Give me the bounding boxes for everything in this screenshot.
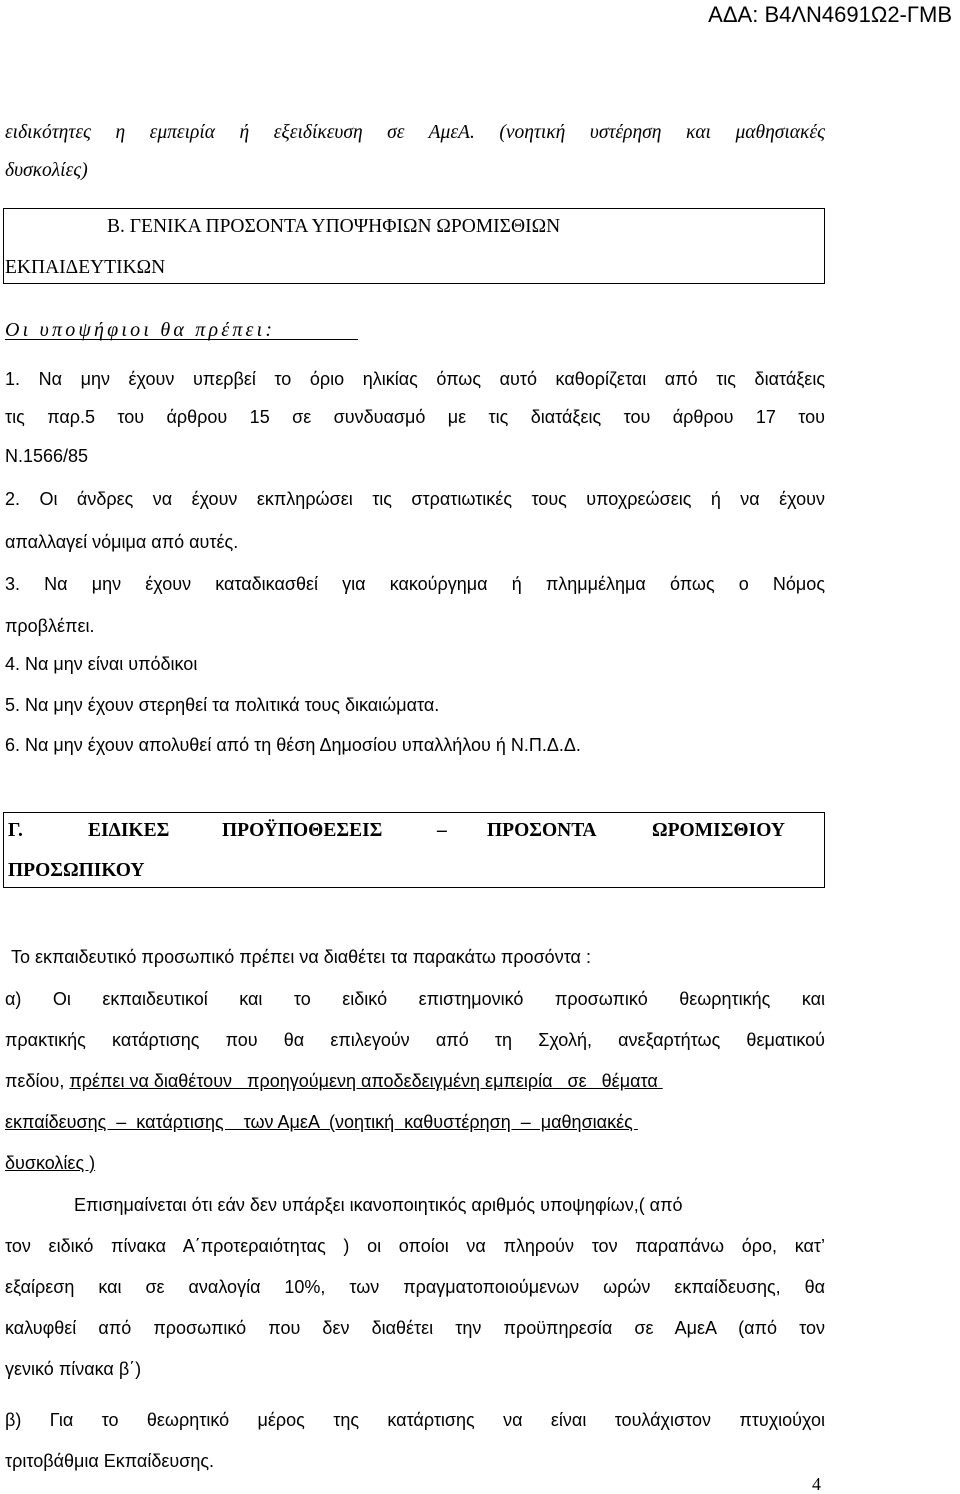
- requirement-1-line-1: 1. Να μην έχουν υπερβεί το όριο ηλικίας όπως αυτό καθορίζεται από τις διατάξεις: [5, 369, 825, 389]
- item-a-line-5: δυσκολίες ): [5, 1153, 96, 1173]
- section-c-word-qualifications: ΠΡΟΣΟΝΤΑ: [487, 820, 597, 841]
- requirement-2-line-2: απαλλαγεί νόμιμα από αυτές.: [5, 532, 239, 552]
- item-a-line-4: εκπαίδευσης – κατάρτισης των ΑμεΑ (νοητική καθυστέρηση – μαθησιακές: [5, 1112, 638, 1132]
- item-a-line-3: [5, 1069, 663, 1093]
- requirement-4: 4. Να μην είναι υπόδικοι: [5, 654, 198, 674]
- note-line-5: γενικό πίνακα β΄): [5, 1359, 142, 1379]
- item-a-line-3-underlined: πρέπει να διαθέτουν προηγούμενη αποδεδειγμένη εμπειρία σε θέματα: [69, 1071, 663, 1091]
- requirement-6: 6. Να μην έχουν απολυθεί από τη θέση Δημοσίου υπαλλήλου ή Ν.Π.Δ.Δ.: [5, 735, 581, 755]
- item-a-line-2: πρακτικής κατάρτισης που θα επιλεγούν από τη Σχολή, ανεξαρτήτως θεματικού: [5, 1030, 825, 1050]
- requirement-5: 5. Να μην έχουν στερηθεί τα πολιτικά τους δικαιώματα.: [5, 695, 440, 715]
- section-c-label: Γ.: [8, 820, 23, 841]
- item-b-line-1: β) Για το θεωρητικό μέρος της κατάρτισης να είναι τουλάχιστον πτυχιούχοι: [5, 1410, 825, 1430]
- candidates-must-underline: [5, 339, 358, 340]
- item-b-line-2: τριτοβάθμια Εκπαίδευσης.: [5, 1451, 215, 1471]
- section-c-dash: –: [437, 820, 447, 841]
- intro-line-1: ειδικότητες η εμπειρία ή εξειδίκευση σε ΑμεΑ. (νοητική υστέρηση και μαθησιακές: [5, 122, 825, 143]
- staff-intro: Το εκπαιδευτικό προσωπικό πρέπει να διαθέτει τα παρακάτω προσόντα :: [11, 947, 591, 967]
- requirement-3-line-2: προβλέπει.: [5, 616, 95, 636]
- ada-code: ΑΔΑ: Β4ΛΝ4691Ω2-ΓΜΒ: [708, 2, 952, 27]
- section-c-heading-line-2: ΠΡΟΣΩΠΙΚΟΥ: [8, 860, 145, 881]
- section-c-word-conditions: ΠΡΟΫΠΟΘΕΣΕΙΣ: [222, 820, 383, 841]
- page-number: 4: [812, 1474, 821, 1494]
- item-a-line-1: α) Οι εκπαιδευτικοί και το ειδικό επιστημονικό προσωπικό θεωρητικής και: [5, 989, 825, 1009]
- requirement-3-line-1: 3. Να μην έχουν καταδικασθεί για κακούργημα ή πλημμέλημα όπως ο Νόμος: [5, 574, 825, 594]
- item-a-line-3-plain: πεδίου,: [5, 1071, 70, 1091]
- requirement-1-line-2: τις παρ.5 του άρθρου 15 σε συνδυασμό με τις διατάξεις του άρθρου 17 του: [5, 407, 825, 427]
- note-line-1: Επισημαίνεται ότι εάν δεν υπάρξει ικανοποιητικός αριθμός υποψηφίων,( από: [74, 1195, 683, 1215]
- note-line-2: τον ειδικό πίνακα Α΄προτεραιότητας ) οι οποίοι να πληρούν τον παραπάνω όρο, κατ’: [5, 1236, 825, 1256]
- section-b-heading-line-2: ΕΚΠΑΙΔΕΥΤΙΚΩΝ: [5, 257, 166, 278]
- requirement-1-line-3: Ν.1566/85: [5, 446, 89, 466]
- section-c-word-special: ΕΙΔΙΚΕΣ: [88, 820, 170, 841]
- section-c-word-hourly: ΩΡΟΜΙΣΘΙΟΥ: [652, 820, 785, 841]
- section-b-heading-line-1: Β. ΓΕΝΙΚΑ ΠΡΟΣΟΝΤΑ ΥΠΟΨΗΦΙΩΝ ΩΡΟΜΙΣΘΙΩΝ: [107, 216, 561, 237]
- candidates-must-label: Οι υποψήφιοι θα πρέπει:: [5, 319, 276, 341]
- intro-line-2: δυσκολίες): [5, 160, 88, 181]
- note-line-4: καλυφθεί από προσωπικό που δεν διαθέτει την προϋπηρεσία σε ΑμεΑ (από τον: [5, 1318, 825, 1338]
- note-line-3: εξαίρεση και σε αναλογία 10%, των πραγματοποιούμενων ωρών εκπαίδευσης, θα: [5, 1277, 825, 1297]
- requirement-2-line-1: 2. Οι άνδρες να έχουν εκπληρώσει τις στρατιωτικές τους υποχρεώσεις ή να έχουν: [5, 489, 825, 509]
